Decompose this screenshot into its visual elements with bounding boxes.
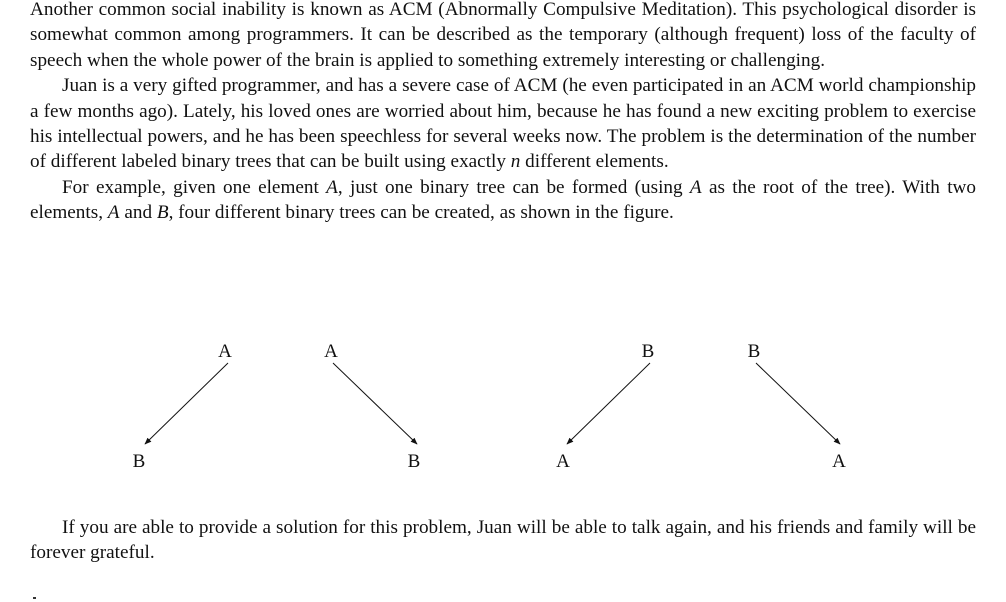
page-artifact-mark	[33, 597, 36, 599]
variable-n: n	[510, 151, 521, 173]
problem-statement	[30, 0, 976, 226]
tree-2-child-label: B	[407, 451, 421, 472]
paragraph-intro-text: Another common social inability is known as ACM (Abnormally Compulsive Meditation). This psychological disorder is somewhat common among programmers. It can be described as the temporary (although frequent) loss of the faculty of speech when the whole power of the brain is applied to something extremely interesting or challenging.	[30, 0, 976, 71]
variable-a: A	[689, 176, 702, 198]
tree-1-child-label: B	[132, 451, 146, 472]
tree-2-root-label: A	[324, 341, 338, 362]
paragraph-intro	[30, 0, 976, 73]
example-text-4: and	[119, 202, 157, 224]
paragraph-juan	[30, 73, 976, 175]
binary-trees-figure	[0, 330, 1006, 480]
tree-3-edge	[567, 363, 650, 444]
binary-trees-diagram	[0, 330, 1006, 480]
tree-1-root-label: A	[218, 341, 232, 362]
tree-2	[324, 341, 420, 472]
tree-4	[748, 341, 846, 472]
tree-4-edge	[756, 363, 840, 444]
closing-section	[30, 515, 976, 566]
example-text-1: For example, given one element	[62, 176, 327, 198]
tree-2-edge	[333, 363, 417, 444]
paragraph-closing	[30, 515, 976, 566]
tree-1-edge	[145, 363, 228, 444]
tree-3-root-label: B	[641, 341, 655, 362]
variable-a: A	[107, 202, 120, 224]
paragraph-juan-tail: different elements.	[520, 151, 669, 173]
paragraph-juan-text: Juan is a very gifted programmer, and has a severe case of ACM (he even participated in an ACM world championship a few months ago). Lately, his loved ones are worried about him, because he has found a new exciting problem to exercise his intellectual powers, and he has been speechless for several weeks now. The problem is the determination of the number of different labeled binary trees that can be built using exactly	[30, 75, 976, 173]
variable-b: B	[156, 202, 169, 224]
variable-a: A	[326, 176, 338, 198]
example-text-5: , four different binary trees can be created, as shown in the figure.	[168, 202, 674, 224]
paragraph-closing-text: If you are able to provide a solution for this problem, Juan will be able to talk again, and his friends and family will be forever grateful.	[30, 517, 976, 564]
tree-1	[133, 341, 232, 472]
tree-3-child-label: A	[556, 451, 570, 472]
tree-4-root-label: B	[747, 341, 761, 362]
paragraph-example	[30, 175, 976, 226]
tree-3	[556, 341, 654, 472]
tree-4-child-label: A	[832, 451, 846, 472]
example-text-2: , just one binary tree can be formed (using	[337, 176, 690, 198]
example-text-3: as the root of the tree). With two elements,	[30, 176, 976, 224]
